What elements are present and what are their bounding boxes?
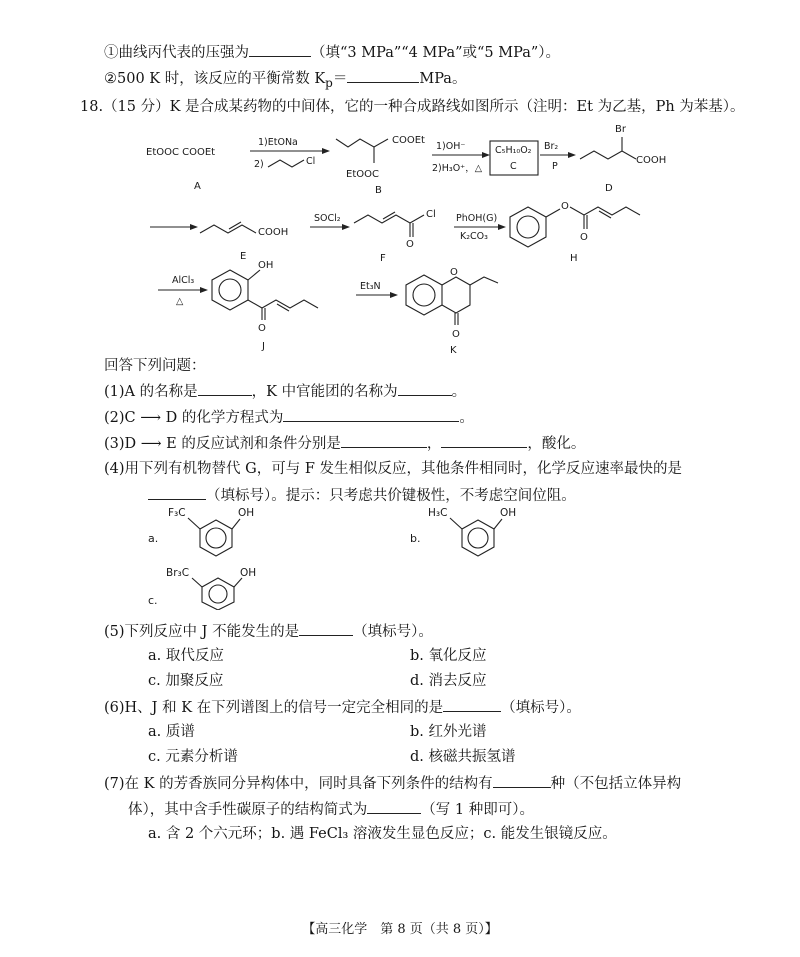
compound-F-chain <box>354 215 424 223</box>
answer-blank[interactable] <box>347 68 419 83</box>
reagent-3a: Br₂ <box>544 141 559 152</box>
sub-question-7-cont: 体），其中含手性碳原子的结构简式为 （写 1 种即可）。 <box>128 799 534 820</box>
answer-blank[interactable] <box>367 799 421 814</box>
option-5b[interactable]: b. 氧化反应 <box>410 648 487 664</box>
option-4a-oh: OH <box>238 507 255 519</box>
option-4a[interactable] <box>140 500 280 560</box>
H-o2: O <box>580 232 588 243</box>
option-4a-substituent: F₃C <box>168 507 186 519</box>
label-E: E <box>240 251 247 262</box>
option-4c-label: c. <box>148 594 158 607</box>
F-o: O <box>406 239 414 250</box>
compound-B-chain <box>336 139 388 147</box>
answer-blank[interactable] <box>249 42 311 57</box>
option-4c-substituent: Br₃C <box>166 567 190 579</box>
sub-question-3: (3)D ⟶ E 的反应试剂和条件分别是 ， ，酸化。 <box>104 433 585 454</box>
label-C: C <box>510 161 517 172</box>
reagent-3b: P <box>552 161 558 172</box>
D-cooh: COOH <box>636 155 667 166</box>
label-K: K <box>450 345 457 355</box>
H-chain <box>570 207 640 215</box>
option-6b[interactable]: b. 红外光谱 <box>410 724 487 740</box>
F-cl: Cl <box>426 209 436 220</box>
answer-blank[interactable] <box>148 485 206 500</box>
option-6a[interactable]: a. 质谱 <box>148 724 195 740</box>
B-coo-bottom: EtOOC <box>346 169 379 180</box>
C-formula: C₅H₁₀O₂ <box>495 145 532 156</box>
option-4c-oh: OH <box>240 567 257 579</box>
reagent-5a: PhOH(G) <box>456 213 498 224</box>
option-4b-label: b. <box>410 532 421 545</box>
option-4b-oh: OH <box>500 507 517 519</box>
H-benzene-ring <box>510 207 546 247</box>
sub-question-1: (1)A 的名称是 ，K 中官能团的名称为 。 <box>104 381 466 402</box>
reagent-4: SOCl₂ <box>314 213 341 224</box>
option-5d[interactable]: d. 消去反应 <box>410 673 487 689</box>
answer-blank[interactable] <box>443 697 501 712</box>
option-5c[interactable]: c. 加聚反应 <box>148 673 224 689</box>
q17-part2: ②500 K 时，该反应的平衡常数 $K_p=$ MPa。 <box>104 68 466 93</box>
page-footer: 【高三化学 第 8 页（共 8 页）】 <box>302 922 498 937</box>
propyl-chloride-chain <box>268 160 304 167</box>
answer-blank[interactable] <box>441 433 527 448</box>
q17-part1: ①曲线丙代表的压强为 （填“3 MPa”“4 MPa”或“5 MPa”）。 <box>104 42 560 63</box>
H-o1: O <box>561 201 569 212</box>
reagent-6b: △ <box>176 296 184 307</box>
sub-question-4: (4)用下列有机物替代 G，可与 F 发生相似反应，其他条件相同时，化学反应速率最快的是 <box>104 461 683 477</box>
K-o-ring: O <box>450 267 458 278</box>
reagent-1b: 2) <box>254 159 264 170</box>
option-6d[interactable]: d. 核磁共振氢谱 <box>410 749 516 765</box>
label-J: J <box>262 341 265 352</box>
K-ethyl <box>470 277 498 285</box>
sub-question-5: (5)下列反应中 J 不能发生的是 （填标号）。 <box>104 621 433 642</box>
answer-intro: 回答下列问题： <box>104 358 206 374</box>
J-oh: OH <box>258 260 274 271</box>
J-benzene-ring <box>212 270 248 310</box>
K-o: O <box>452 329 460 340</box>
D-br: Br <box>615 124 626 135</box>
B-coo-top: COOEt <box>392 135 425 146</box>
answer-blank[interactable] <box>283 407 459 422</box>
label-D: D <box>605 183 613 194</box>
answer-blank[interactable] <box>198 381 252 396</box>
reagent-1a: 1)EtONa <box>258 137 298 148</box>
label-F: F <box>380 253 386 264</box>
reagent-2a: 1)OH⁻ <box>436 141 466 152</box>
sub-question-6: (6)H、J 和 K 在下列谱图上的信号一定完全相同的是 （填标号）。 <box>104 697 581 718</box>
option-4b-substituent: H₃C <box>428 507 448 519</box>
option-4b[interactable] <box>400 500 540 560</box>
label-A: A <box>194 181 201 192</box>
E-cooh: COOH <box>258 227 289 238</box>
J-chain <box>262 300 318 308</box>
compound-D-chain <box>580 151 636 159</box>
compound-A-formula: EtOOC COOEt <box>146 147 216 158</box>
reagent-5b: K₂CO₃ <box>460 231 488 242</box>
reagent-7: Et₃N <box>360 281 381 292</box>
K-benzene-ring <box>406 275 442 315</box>
option-6c[interactable]: c. 元素分析谱 <box>148 749 238 765</box>
answer-blank[interactable] <box>398 381 452 396</box>
compound-E-chain <box>200 225 256 233</box>
option-4a-label: a. <box>148 532 159 545</box>
sub-question-4-hint: （填标号）。提示：只考虑共价键极性，不考虑空间位阻。 <box>148 485 576 506</box>
answer-blank[interactable] <box>341 433 427 448</box>
K-pyranone-ring <box>442 277 470 313</box>
label-H: H <box>570 253 578 264</box>
synthesis-scheme <box>0 115 800 355</box>
option-4c[interactable] <box>140 560 280 610</box>
label-B: B <box>375 185 382 196</box>
sub-question-7: (7)在 K 的芳香族同分异构体中，同时具备下列条件的结构有 种（不包括立体异构 <box>104 773 681 794</box>
sub-question-7-conditions: a. 含 2 个六元环；b. 遇 FeCl₃ 溶液发生显色反应；c. 能发生银镜反应。 <box>148 826 617 842</box>
reagent-2b: 2)H₃O⁺，△ <box>432 163 483 174</box>
reagent-6a: AlCl₃ <box>172 275 195 286</box>
reagent-1b-cl: Cl <box>306 156 316 167</box>
answer-blank[interactable] <box>299 621 353 636</box>
J-o: O <box>258 323 266 334</box>
q18-intro: 18.（15 分）K 是合成某药物的中间体，它的一种合成路线如图所示（注明：Et 为乙基，Ph 为苯基）。 <box>80 99 745 115</box>
answer-blank[interactable] <box>493 773 551 788</box>
sub-question-2: (2)C ⟶ D 的化学方程式为 。 <box>104 407 474 428</box>
option-5a[interactable]: a. 取代反应 <box>148 648 224 664</box>
